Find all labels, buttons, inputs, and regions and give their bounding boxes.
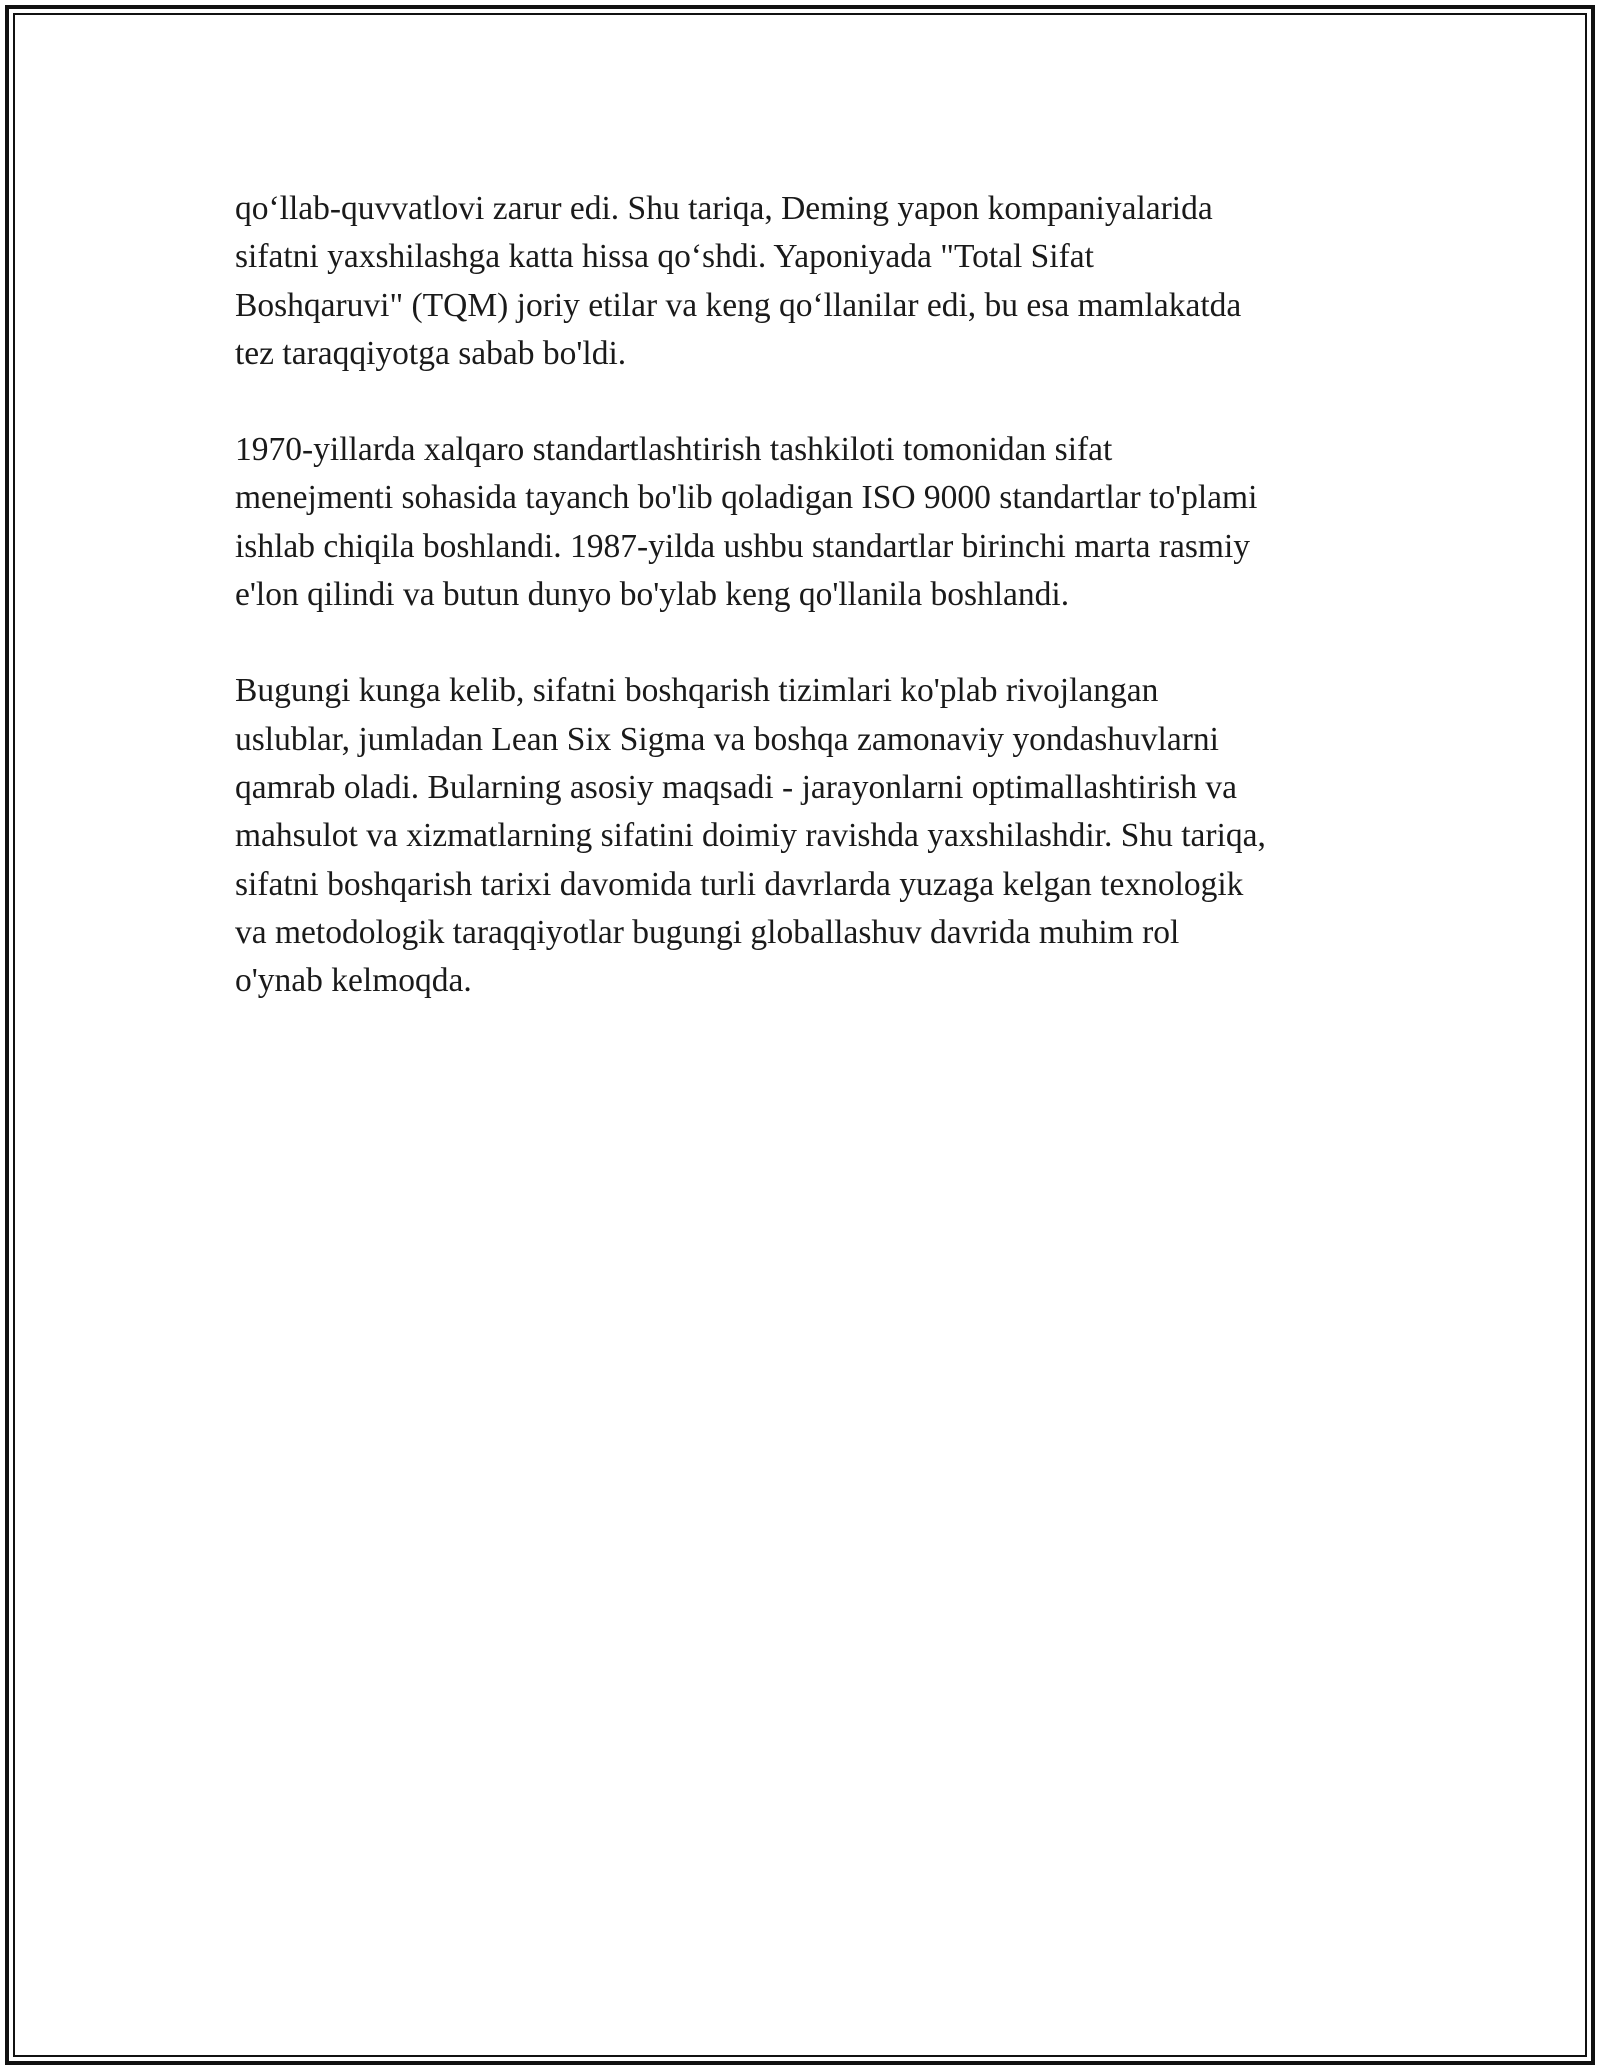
document-body [235,185,1375,1053]
paragraph-iso-9000: 1970-yillarda xalqaro standartlashtirish tashkiloti tomonidan sifat menejmenti sohasida tayanch bo'lib qoladigan ISO 9000 standartlar to'plami ishlab chiqila boshlandi. 1987-yilda ushbu standartlar birinchi marta rasmiy e'lon qilindi va butun dunyo bo'ylab keng qo'llanila boshlandi. [235,431,1258,614]
paragraph-tqm-japan: qo‘llab-quvvatlovi zarur edi. Shu tariqa, Deming yapon kompaniyalarida sifatni yaxshilashga katta hissa qo‘shdi. Yaponiyada "Total Sifat Boshqaruvi" (TQM) joriy etilar va keng qo‘llanilar edi, bu esa mamlakatda tez taraqqiyotga sabab bo'ldi. [235,190,1242,372]
paragraph-modern-methods: Bugungi kunga kelib, sifatni boshqarish tizimlari ko'plab rivojlangan uslublar, jumladan Lean Six Sigma va boshqa zamonaviy yondashuvlarni qamrab oladi. Bularning asosiy maqsadi - jarayonlarni optimallashtirish va mahsulot va xizmatlarning sifatini doimiy ravishda yaxshilashdir. Shu tariqa, sifatni boshqarish tarixi davomida turli davrlarda yuzaga kelgan texnologik va metodologik taraqqiyotlar bugungi globallashuv davrida muhim rol o'ynab kelmoqda. [235,672,1266,1000]
